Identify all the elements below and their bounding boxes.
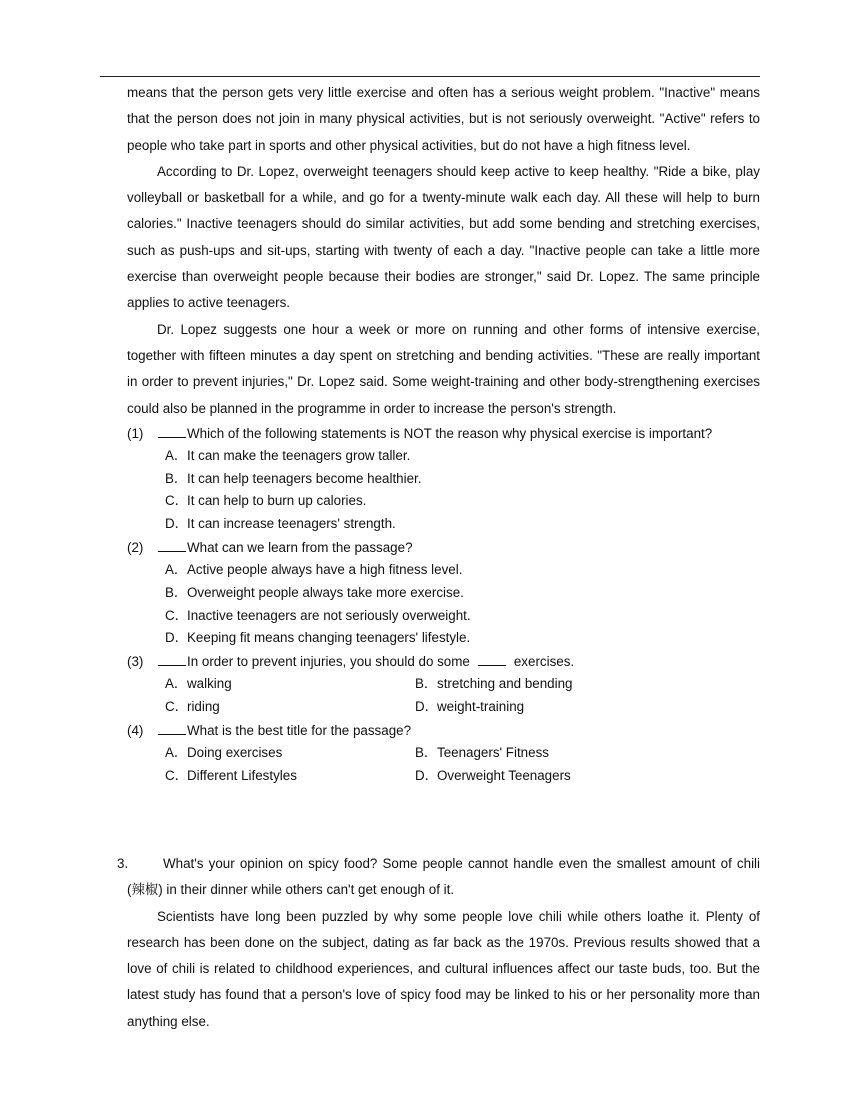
option-text: It can make the teenagers grow taller. <box>187 447 411 463</box>
option-text: It can increase teenagers' strength. <box>187 516 396 532</box>
question-number: (3) <box>127 654 144 670</box>
option-c[interactable] <box>127 605 760 628</box>
option-c[interactable] <box>127 765 415 788</box>
option-text: weight-training <box>437 699 525 715</box>
option-d[interactable] <box>415 765 715 788</box>
passage-paragraph: Dr. Lopez suggests one hour a week or more on running and other forms of intensive exercise, together with fifteen minutes a day spent on stretching and bending activities. "These are really important in order to prevent injuries," Dr. Lopez said. Some weight-training and other body-strengthening exercises could also be planned in the programme in order to increase the person's strength. <box>127 321 760 416</box>
option-b[interactable] <box>127 468 760 491</box>
question-stem: Which of the following statements is NOT the reason why physical exercise is important? <box>187 425 713 441</box>
options-list <box>127 742 760 788</box>
passage-intro: What's your opinion on spicy food? Some people cannot handle even the smallest amount of chili (辣椒) in their dinner while others can't get enough of it. <box>127 856 760 898</box>
option-a[interactable] <box>127 742 415 765</box>
options-list <box>127 445 760 536</box>
option-letter: A． <box>165 562 188 578</box>
option-text: riding <box>187 699 220 715</box>
passage-paragraph: According to Dr. Lopez, overweight teenagers should keep active to keep healthy. "Ride a bike, play volleyball or basketball for a while, and go for a twenty-minute walk each day. All these will help to burn calories." Inactive teenagers should do similar activities, but add some bending and stretching exercises, such as push-ups and sit-ups, starting with twenty of each a day. "Inactive people can take a little more exercise than overweight people because their bodies are stronger," said Dr. Lopez. The same principle applies to active teenagers. <box>127 163 760 311</box>
option-b[interactable] <box>415 673 715 696</box>
question-1 <box>127 422 760 536</box>
answer-blank[interactable] <box>158 538 186 552</box>
options-list <box>127 673 760 719</box>
option-a[interactable] <box>127 559 760 582</box>
option-b[interactable] <box>415 742 715 765</box>
header-rule <box>100 76 760 77</box>
question-stem-end: exercises. <box>513 654 575 670</box>
passage-paragraph: Scientists have long been puzzled by why some people love chili while others loathe it. Plenty of research has been done on the subject, dating as far back as the 1970s. Previous results showed that a love of chili is related to childhood experiences, and cultural influences affect our taste buds, too. But the latest study has found that a person's love of spicy food may be linked to his or her personality more than anything else. <box>127 908 760 1029</box>
answer-blank[interactable] <box>158 424 186 438</box>
option-text: Overweight people always take more exercise. <box>187 584 464 600</box>
option-text: Keeping fit means changing teenagers' lifestyle. <box>187 630 471 646</box>
option-text: Different Lifestyles <box>187 767 297 783</box>
option-letter: B． <box>165 470 188 486</box>
inline-blank[interactable] <box>478 652 506 666</box>
option-c[interactable] <box>127 696 415 719</box>
question-number: (4) <box>127 722 144 738</box>
option-c[interactable] <box>127 490 760 513</box>
option-b[interactable] <box>127 582 760 605</box>
options-list <box>127 559 760 650</box>
passage-number: 3. <box>117 856 129 871</box>
option-letter: D． <box>165 630 189 646</box>
option-a[interactable] <box>127 673 415 696</box>
option-text: Teenagers' Fitness <box>437 744 549 760</box>
question-number: (2) <box>127 540 144 556</box>
passage-2 <box>127 80 760 787</box>
option-letter: B． <box>415 676 438 692</box>
question-stem: What is the best title for the passage? <box>187 722 412 738</box>
option-d[interactable] <box>415 696 715 719</box>
option-letter: B． <box>415 744 438 760</box>
option-d[interactable] <box>127 627 760 650</box>
option-text: It can help teenagers become healthier. <box>187 470 422 486</box>
question-4 <box>127 719 760 788</box>
option-letter: C． <box>165 767 189 783</box>
question-stem: What can we learn from the passage? <box>187 540 413 556</box>
option-text: walking <box>187 676 232 692</box>
option-letter: D． <box>415 699 439 715</box>
option-letter: D． <box>415 767 439 783</box>
answer-blank[interactable] <box>158 652 186 666</box>
passage-paragraph: means that the person gets very little exercise and often has a serious weight problem. "Inactive" means that the person does not join in many physical activities, but is not seriously overweight. "Active" refers to people who take part in sports and other physical activities, but do not have a high fitness level. <box>127 85 760 153</box>
passage-3 <box>117 851 760 1035</box>
option-text: Inactive teenagers are not seriously overweight. <box>187 607 471 623</box>
question-stem: In order to prevent injuries, you should do some <box>187 654 470 670</box>
question-3 <box>127 650 760 719</box>
option-letter: C． <box>165 607 189 623</box>
option-a[interactable] <box>127 445 760 468</box>
option-text: Active people always have a high fitness level. <box>187 562 463 578</box>
option-letter: A． <box>165 447 188 463</box>
option-letter: C． <box>165 493 189 509</box>
option-letter: B． <box>165 584 188 600</box>
option-text: stretching and bending <box>437 676 573 692</box>
option-letter: A． <box>165 676 188 692</box>
question-2 <box>127 536 760 650</box>
option-letter: A． <box>165 744 188 760</box>
option-text: Overweight Teenagers <box>437 767 571 783</box>
question-number: (1) <box>127 425 144 441</box>
option-letter: C． <box>165 699 189 715</box>
answer-blank[interactable] <box>158 721 186 735</box>
option-text: Doing exercises <box>187 744 283 760</box>
option-d[interactable] <box>127 513 760 536</box>
option-text: It can help to burn up calories. <box>187 493 367 509</box>
option-letter: D． <box>165 516 189 532</box>
